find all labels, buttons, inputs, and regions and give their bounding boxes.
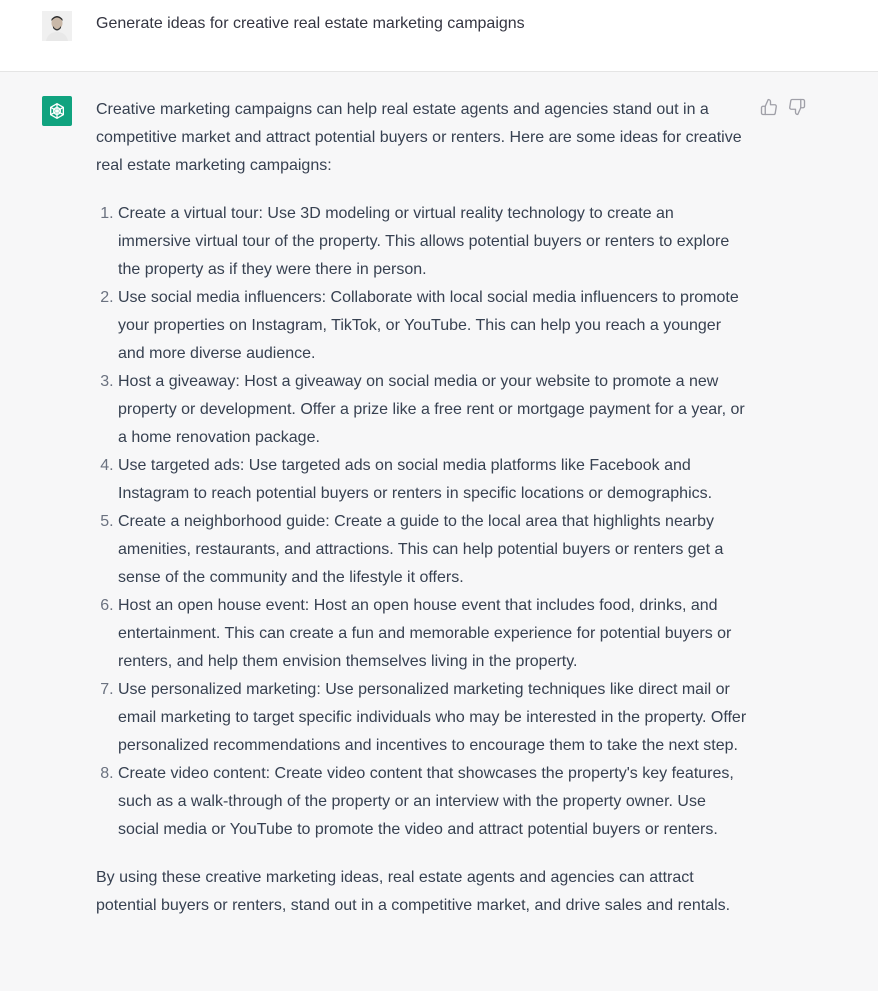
openai-logo-icon: [42, 96, 72, 126]
list-item: 8. Create video content: Create video content that showcases the property's key features, such as a walk-through of the property or an interview with the property owner. Use social media or YouTube to promote the video and attract potential buyers or renters.: [118, 760, 748, 844]
assistant-message: [0, 72, 878, 991]
user-prompt-text: Generate ideas for creative real estate marketing campaigns: [96, 15, 525, 32]
response-outro: By using these creative marketing ideas, real estate agents and agencies can attract potential buyers or renters, stand out in a competitive market, and drive sales and rentals.: [96, 869, 731, 914]
response-intro: Creative marketing campaigns can help real estate agents and agencies stand out in a competitive market and attract potential buyers or renters. Here are some ideas for creative real estate marketing campaigns:: [96, 101, 742, 174]
ideas-list: [96, 200, 748, 844]
list-item: 7. Use personalized marketing: Use personalized marketing techniques like direct mail or email marketing to target specific individuals who may be interested in the property. Offer personalized recommendations and incentives to encourage them to take the next step.: [118, 676, 748, 760]
user-message: [0, 0, 878, 72]
list-item: 3. Host a giveaway: Host a giveaway on social media or your website to promote a new property or development. Offer a prize like a free rent or mortgage payment for a year, or a home renovation package.: [118, 368, 748, 452]
list-item: 6. Host an open house event: Host an open house event that includes food, drinks, and entertainment. This can create a fun and memorable experience for potential buyers or renters, and help them envision themselves living in the property.: [118, 592, 748, 676]
thumbs-down-icon[interactable]: [788, 98, 806, 116]
list-item: 2. Use social media influencers: Collaborate with local social media influencers to promote your properties on Instagram, TikTok, or YouTube. This can help you reach a younger and more diverse audience.: [118, 284, 748, 368]
thumbs-up-icon[interactable]: [760, 98, 778, 116]
user-avatar-icon: [42, 11, 72, 41]
list-item: 4. Use targeted ads: Use targeted ads on social media platforms like Facebook and Instagram to reach potential buyers or renters in specific locations or demographics.: [118, 452, 748, 508]
list-item: 1. Create a virtual tour: Use 3D modeling or virtual reality technology to create an immersive virtual tour of the property. This allows potential buyers or renters to explore the property as if they were there in person.: [118, 200, 748, 284]
list-item: 5. Create a neighborhood guide: Create a guide to the local area that highlights nearby amenities, restaurants, and attractions. This can help potential buyers or renters get a sense of the community and the lifestyle it offers.: [118, 508, 748, 592]
assistant-response: [96, 96, 748, 920]
